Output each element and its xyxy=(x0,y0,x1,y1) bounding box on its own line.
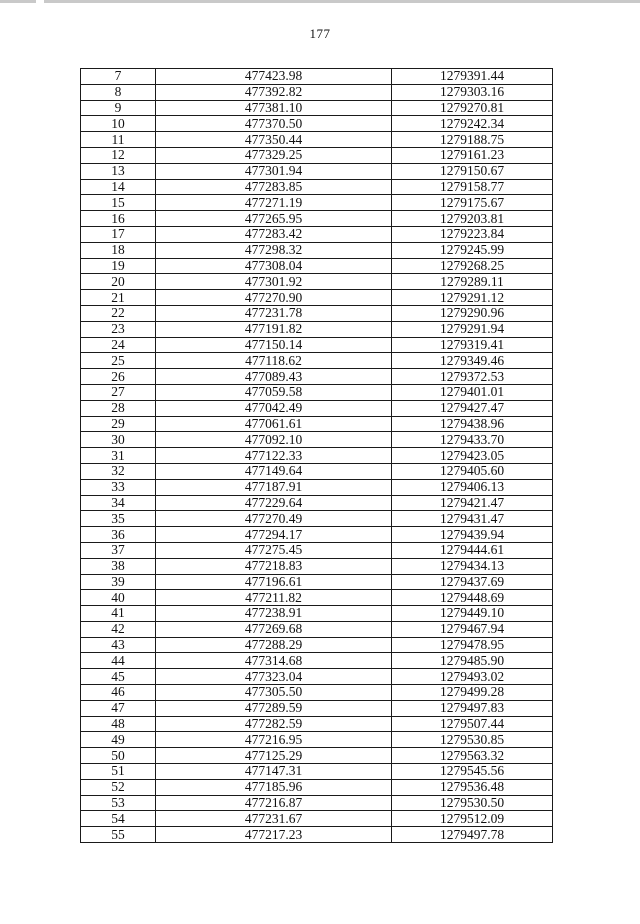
point-number-cell: 44 xyxy=(81,653,156,669)
x-coordinate-cell: 477231.67 xyxy=(156,811,392,827)
x-coordinate-cell: 477314.68 xyxy=(156,653,392,669)
point-number-cell: 7 xyxy=(81,69,156,85)
y-coordinate-cell: 1279203.81 xyxy=(392,211,553,227)
y-coordinate-cell: 1279406.13 xyxy=(392,479,553,495)
coordinates-table xyxy=(80,68,553,843)
y-coordinate-cell: 1279493.02 xyxy=(392,669,553,685)
point-number-cell: 42 xyxy=(81,621,156,637)
point-number-cell: 12 xyxy=(81,147,156,163)
table-row xyxy=(81,211,553,227)
point-number-cell: 24 xyxy=(81,337,156,353)
x-coordinate-cell: 477298.32 xyxy=(156,242,392,258)
table-row xyxy=(81,242,553,258)
y-coordinate-cell: 1279161.23 xyxy=(392,147,553,163)
point-number-cell: 37 xyxy=(81,542,156,558)
table-row xyxy=(81,226,553,242)
point-number-cell: 26 xyxy=(81,369,156,385)
table-row xyxy=(81,132,553,148)
table-row xyxy=(81,811,553,827)
y-coordinate-cell: 1279439.94 xyxy=(392,527,553,543)
x-coordinate-cell: 477216.87 xyxy=(156,795,392,811)
y-coordinate-cell: 1279431.47 xyxy=(392,511,553,527)
point-number-cell: 49 xyxy=(81,732,156,748)
point-number-cell: 25 xyxy=(81,353,156,369)
y-coordinate-cell: 1279467.94 xyxy=(392,621,553,637)
x-coordinate-cell: 477185.96 xyxy=(156,779,392,795)
table-row xyxy=(81,448,553,464)
x-coordinate-cell: 477118.62 xyxy=(156,353,392,369)
point-number-cell: 18 xyxy=(81,242,156,258)
y-coordinate-cell: 1279438.96 xyxy=(392,416,553,432)
point-number-cell: 34 xyxy=(81,495,156,511)
x-coordinate-cell: 477269.68 xyxy=(156,621,392,637)
point-number-cell: 39 xyxy=(81,574,156,590)
y-coordinate-cell: 1279405.60 xyxy=(392,463,553,479)
table-row xyxy=(81,511,553,527)
x-coordinate-cell: 477370.50 xyxy=(156,116,392,132)
table-row xyxy=(81,700,553,716)
y-coordinate-cell: 1279563.32 xyxy=(392,748,553,764)
x-coordinate-cell: 477308.04 xyxy=(156,258,392,274)
y-coordinate-cell: 1279449.10 xyxy=(392,606,553,622)
x-coordinate-cell: 477229.64 xyxy=(156,495,392,511)
table-row xyxy=(81,606,553,622)
y-coordinate-cell: 1279268.25 xyxy=(392,258,553,274)
y-coordinate-cell: 1279497.78 xyxy=(392,827,553,843)
x-coordinate-cell: 477092.10 xyxy=(156,432,392,448)
y-coordinate-cell: 1279158.77 xyxy=(392,179,553,195)
point-number-cell: 15 xyxy=(81,195,156,211)
point-number-cell: 19 xyxy=(81,258,156,274)
x-coordinate-cell: 477217.23 xyxy=(156,827,392,843)
table-row xyxy=(81,384,553,400)
point-number-cell: 29 xyxy=(81,416,156,432)
y-coordinate-cell: 1279427.47 xyxy=(392,400,553,416)
point-number-cell: 21 xyxy=(81,290,156,306)
x-coordinate-cell: 477305.50 xyxy=(156,685,392,701)
x-coordinate-cell: 477423.98 xyxy=(156,69,392,85)
point-number-cell: 22 xyxy=(81,305,156,321)
y-coordinate-cell: 1279391.44 xyxy=(392,69,553,85)
table-row xyxy=(81,116,553,132)
table-row xyxy=(81,685,553,701)
point-number-cell: 48 xyxy=(81,716,156,732)
point-number-cell: 52 xyxy=(81,779,156,795)
point-number-cell: 46 xyxy=(81,685,156,701)
y-coordinate-cell: 1279290.96 xyxy=(392,305,553,321)
table-row xyxy=(81,795,553,811)
point-number-cell: 55 xyxy=(81,827,156,843)
coordinates-table-body xyxy=(81,69,553,843)
table-row xyxy=(81,290,553,306)
point-number-cell: 10 xyxy=(81,116,156,132)
y-coordinate-cell: 1279536.48 xyxy=(392,779,553,795)
point-number-cell: 40 xyxy=(81,590,156,606)
x-coordinate-cell: 477282.59 xyxy=(156,716,392,732)
point-number-cell: 8 xyxy=(81,84,156,100)
y-coordinate-cell: 1279499.28 xyxy=(392,685,553,701)
table-row xyxy=(81,495,553,511)
y-coordinate-cell: 1279242.34 xyxy=(392,116,553,132)
table-row xyxy=(81,337,553,353)
table-row xyxy=(81,590,553,606)
point-number-cell: 13 xyxy=(81,163,156,179)
point-number-cell: 23 xyxy=(81,321,156,337)
table-row xyxy=(81,163,553,179)
y-coordinate-cell: 1279319.41 xyxy=(392,337,553,353)
y-coordinate-cell: 1279530.85 xyxy=(392,732,553,748)
point-number-cell: 36 xyxy=(81,527,156,543)
page-number: 177 xyxy=(309,26,331,41)
x-coordinate-cell: 477059.58 xyxy=(156,384,392,400)
x-coordinate-cell: 477289.59 xyxy=(156,700,392,716)
y-coordinate-cell: 1279434.13 xyxy=(392,558,553,574)
y-coordinate-cell: 1279372.53 xyxy=(392,369,553,385)
point-number-cell: 28 xyxy=(81,400,156,416)
y-coordinate-cell: 1279437.69 xyxy=(392,574,553,590)
y-coordinate-cell: 1279150.67 xyxy=(392,163,553,179)
table-row xyxy=(81,179,553,195)
point-number-cell: 31 xyxy=(81,448,156,464)
x-coordinate-cell: 477147.31 xyxy=(156,764,392,780)
table-row xyxy=(81,669,553,685)
point-number-cell: 51 xyxy=(81,764,156,780)
y-coordinate-cell: 1279421.47 xyxy=(392,495,553,511)
table-row xyxy=(81,305,553,321)
y-coordinate-cell: 1279303.16 xyxy=(392,84,553,100)
point-number-cell: 45 xyxy=(81,669,156,685)
x-coordinate-cell: 477270.90 xyxy=(156,290,392,306)
x-coordinate-cell: 477350.44 xyxy=(156,132,392,148)
table-row xyxy=(81,637,553,653)
table-row xyxy=(81,653,553,669)
point-number-cell: 27 xyxy=(81,384,156,400)
point-number-cell: 11 xyxy=(81,132,156,148)
point-number-cell: 35 xyxy=(81,511,156,527)
table-row xyxy=(81,258,553,274)
table-row xyxy=(81,748,553,764)
point-number-cell: 53 xyxy=(81,795,156,811)
table-row xyxy=(81,400,553,416)
y-coordinate-cell: 1279175.67 xyxy=(392,195,553,211)
y-coordinate-cell: 1279245.99 xyxy=(392,242,553,258)
table-row xyxy=(81,369,553,385)
y-coordinate-cell: 1279478.95 xyxy=(392,637,553,653)
y-coordinate-cell: 1279512.09 xyxy=(392,811,553,827)
x-coordinate-cell: 477196.61 xyxy=(156,574,392,590)
point-number-cell: 38 xyxy=(81,558,156,574)
y-coordinate-cell: 1279433.70 xyxy=(392,432,553,448)
x-coordinate-cell: 477392.82 xyxy=(156,84,392,100)
table-row xyxy=(81,574,553,590)
point-number-cell: 54 xyxy=(81,811,156,827)
x-coordinate-cell: 477216.95 xyxy=(156,732,392,748)
table-row xyxy=(81,716,553,732)
x-coordinate-cell: 477238.91 xyxy=(156,606,392,622)
y-coordinate-cell: 1279188.75 xyxy=(392,132,553,148)
y-coordinate-cell: 1279444.61 xyxy=(392,542,553,558)
table-row xyxy=(81,416,553,432)
table-row xyxy=(81,827,553,843)
table-row xyxy=(81,479,553,495)
y-coordinate-cell: 1279530.50 xyxy=(392,795,553,811)
x-coordinate-cell: 477301.94 xyxy=(156,163,392,179)
table-row xyxy=(81,274,553,290)
y-coordinate-cell: 1279448.69 xyxy=(392,590,553,606)
x-coordinate-cell: 477187.91 xyxy=(156,479,392,495)
table-row xyxy=(81,84,553,100)
y-coordinate-cell: 1279349.46 xyxy=(392,353,553,369)
x-coordinate-cell: 477089.43 xyxy=(156,369,392,385)
table-row xyxy=(81,463,553,479)
y-coordinate-cell: 1279223.84 xyxy=(392,226,553,242)
x-coordinate-cell: 477294.17 xyxy=(156,527,392,543)
table-row xyxy=(81,527,553,543)
x-coordinate-cell: 477275.45 xyxy=(156,542,392,558)
point-number-cell: 14 xyxy=(81,179,156,195)
x-coordinate-cell: 477329.25 xyxy=(156,147,392,163)
table-row xyxy=(81,321,553,337)
x-coordinate-cell: 477150.14 xyxy=(156,337,392,353)
table-row xyxy=(81,147,553,163)
x-coordinate-cell: 477283.85 xyxy=(156,179,392,195)
table-row xyxy=(81,353,553,369)
point-number-cell: 33 xyxy=(81,479,156,495)
table-row xyxy=(81,195,553,211)
table-row xyxy=(81,542,553,558)
x-coordinate-cell: 477191.82 xyxy=(156,321,392,337)
x-coordinate-cell: 477122.33 xyxy=(156,448,392,464)
x-coordinate-cell: 477301.92 xyxy=(156,274,392,290)
point-number-cell: 20 xyxy=(81,274,156,290)
point-number-cell: 30 xyxy=(81,432,156,448)
y-coordinate-cell: 1279423.05 xyxy=(392,448,553,464)
point-number-cell: 17 xyxy=(81,226,156,242)
y-coordinate-cell: 1279507.44 xyxy=(392,716,553,732)
point-number-cell: 50 xyxy=(81,748,156,764)
x-coordinate-cell: 477270.49 xyxy=(156,511,392,527)
y-coordinate-cell: 1279291.94 xyxy=(392,321,553,337)
table-row xyxy=(81,621,553,637)
y-coordinate-cell: 1279270.81 xyxy=(392,100,553,116)
x-coordinate-cell: 477381.10 xyxy=(156,100,392,116)
x-coordinate-cell: 477231.78 xyxy=(156,305,392,321)
x-coordinate-cell: 477283.42 xyxy=(156,226,392,242)
x-coordinate-cell: 477265.95 xyxy=(156,211,392,227)
y-coordinate-cell: 1279545.56 xyxy=(392,764,553,780)
point-number-cell: 9 xyxy=(81,100,156,116)
point-number-cell: 16 xyxy=(81,211,156,227)
point-number-cell: 43 xyxy=(81,637,156,653)
y-coordinate-cell: 1279289.11 xyxy=(392,274,553,290)
point-number-cell: 41 xyxy=(81,606,156,622)
x-coordinate-cell: 477149.64 xyxy=(156,463,392,479)
point-number-cell: 32 xyxy=(81,463,156,479)
x-coordinate-cell: 477042.49 xyxy=(156,400,392,416)
x-coordinate-cell: 477323.04 xyxy=(156,669,392,685)
x-coordinate-cell: 477288.29 xyxy=(156,637,392,653)
top-border-gap xyxy=(36,0,44,3)
x-coordinate-cell: 477218.83 xyxy=(156,558,392,574)
table-row xyxy=(81,779,553,795)
top-border-line xyxy=(0,0,640,3)
point-number-cell: 47 xyxy=(81,700,156,716)
table-row xyxy=(81,432,553,448)
y-coordinate-cell: 1279291.12 xyxy=(392,290,553,306)
y-coordinate-cell: 1279485.90 xyxy=(392,653,553,669)
table-row xyxy=(81,732,553,748)
x-coordinate-cell: 477061.61 xyxy=(156,416,392,432)
table-row xyxy=(81,69,553,85)
y-coordinate-cell: 1279401.01 xyxy=(392,384,553,400)
x-coordinate-cell: 477271.19 xyxy=(156,195,392,211)
table-row xyxy=(81,100,553,116)
table-row xyxy=(81,558,553,574)
table-row xyxy=(81,764,553,780)
x-coordinate-cell: 477125.29 xyxy=(156,748,392,764)
y-coordinate-cell: 1279497.83 xyxy=(392,700,553,716)
x-coordinate-cell: 477211.82 xyxy=(156,590,392,606)
